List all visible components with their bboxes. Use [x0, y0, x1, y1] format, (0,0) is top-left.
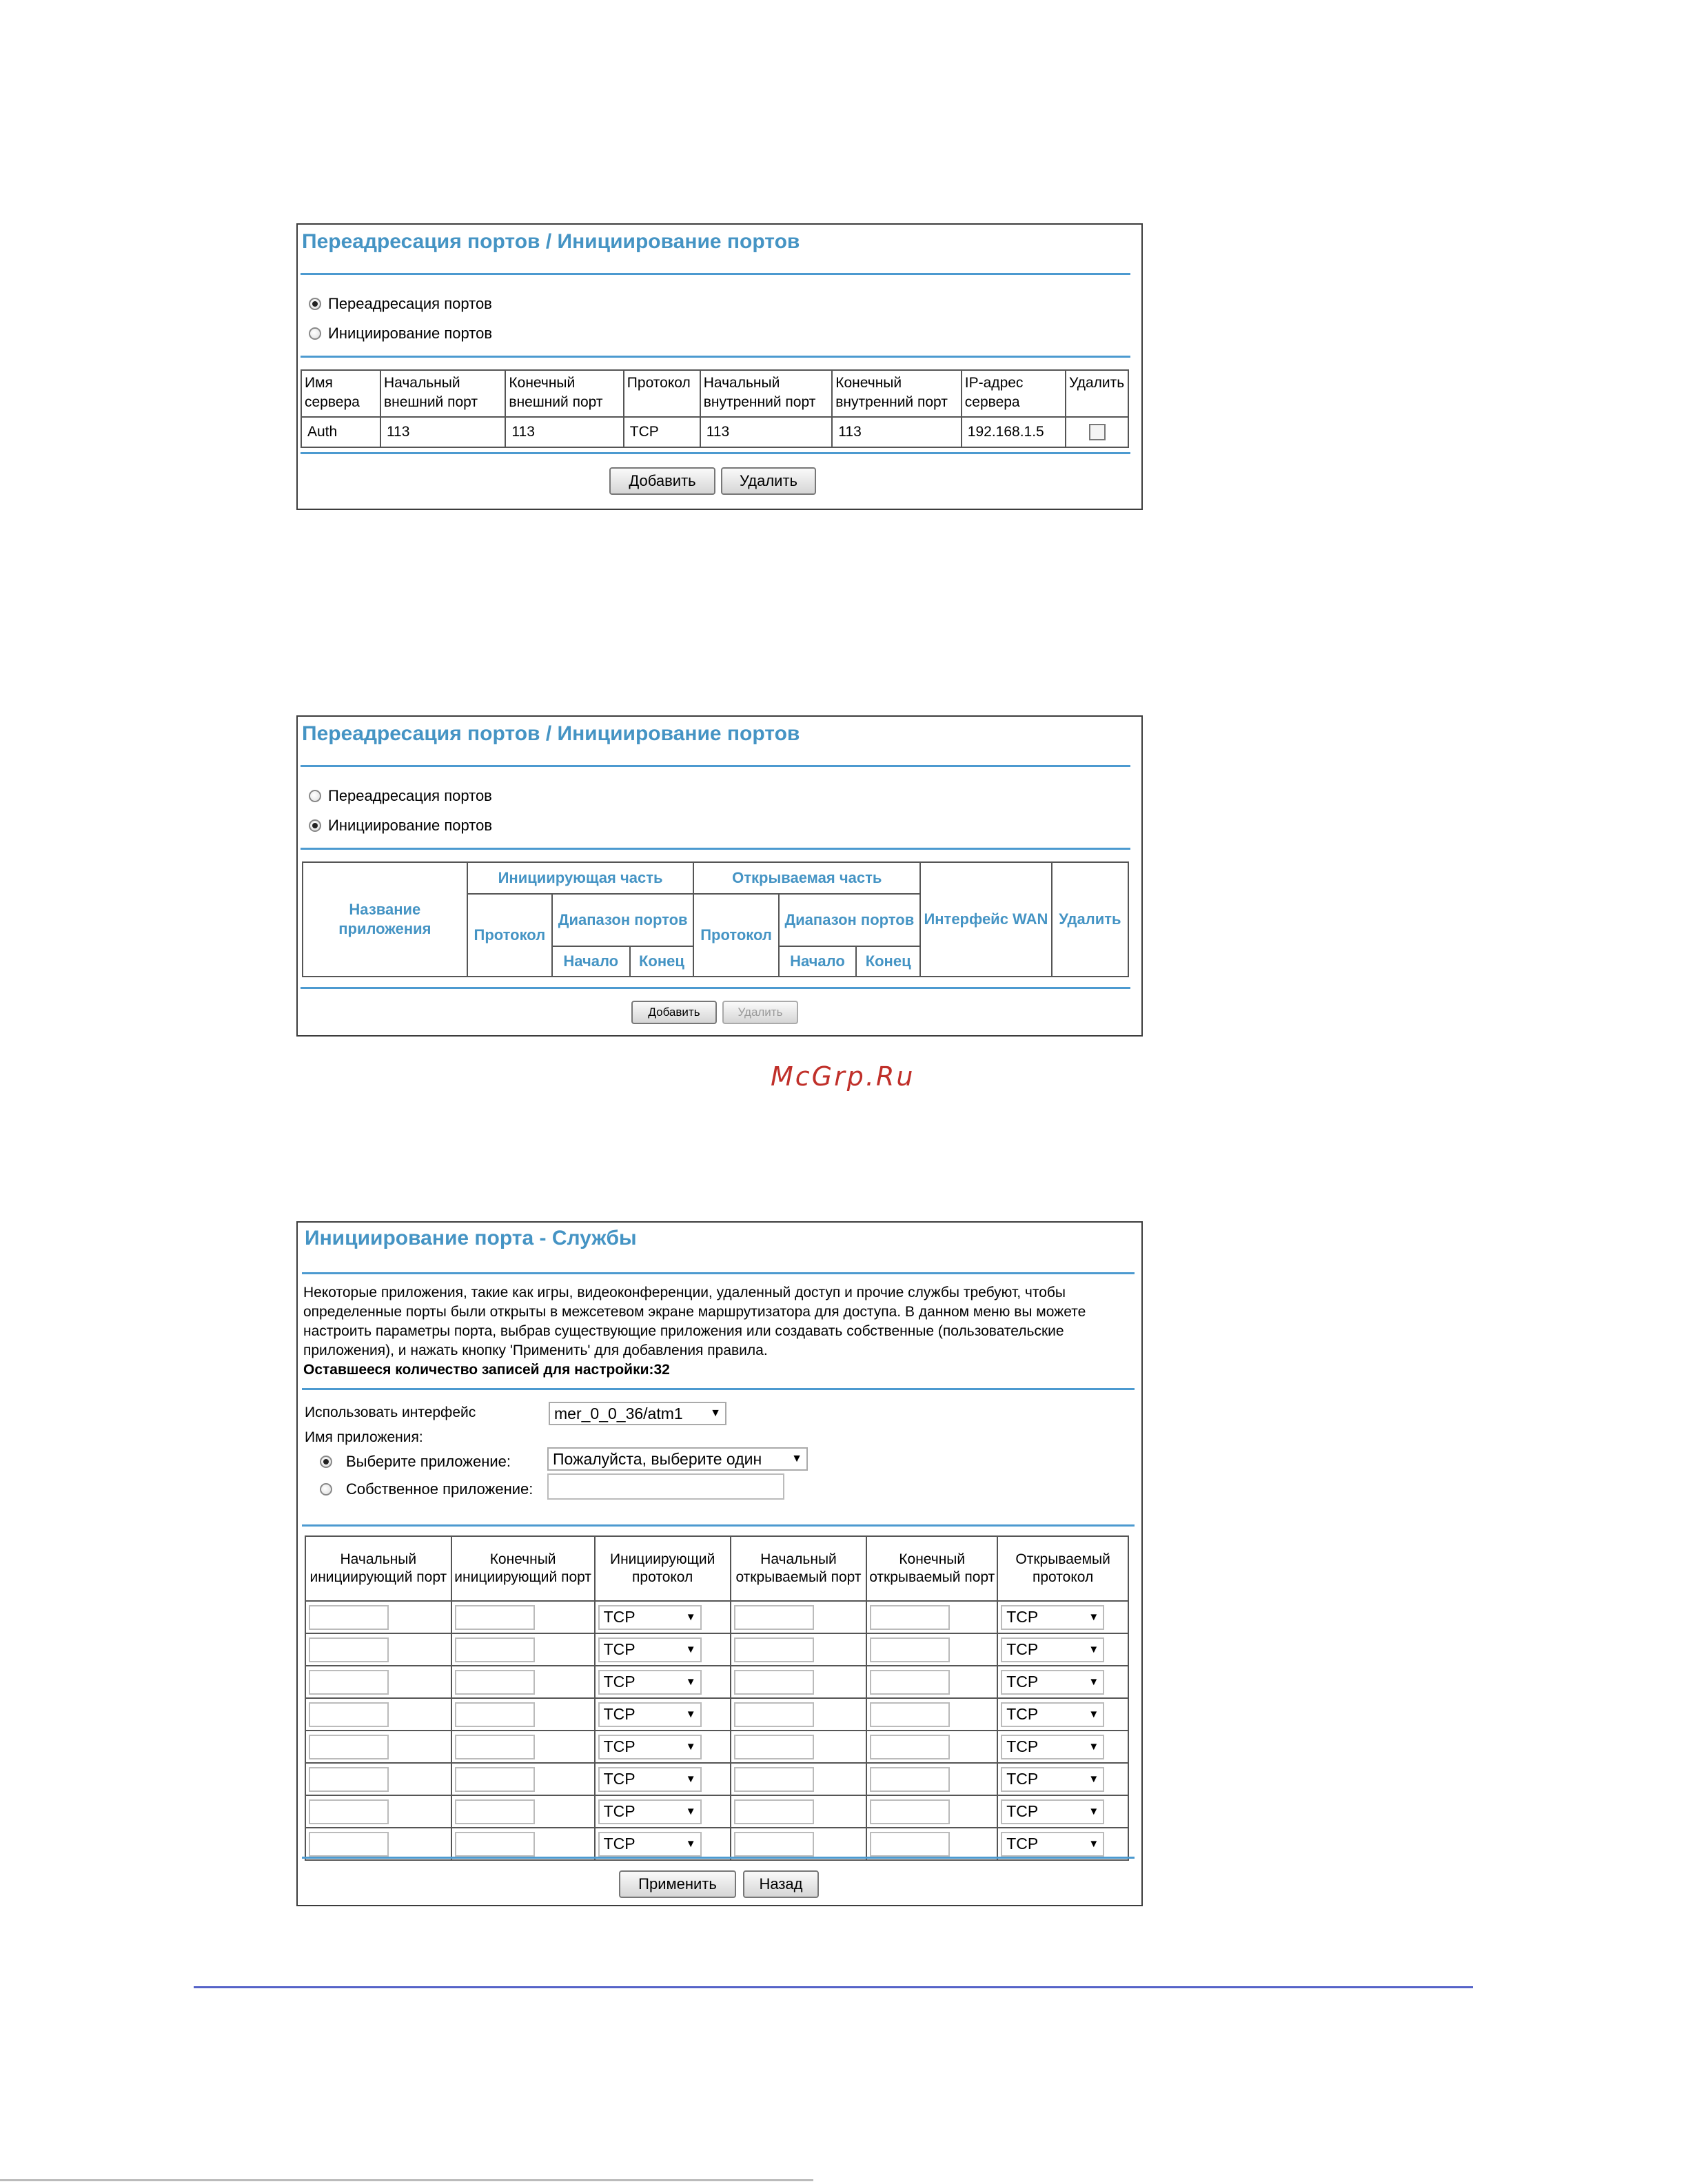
port-cell: [866, 1731, 997, 1763]
protocol-value: TCP: [1006, 1737, 1039, 1755]
divider: [301, 452, 1130, 454]
port-cell: [731, 1828, 866, 1860]
open-protocol-select[interactable]: [1001, 1702, 1104, 1727]
trigger-protocol-select[interactable]: [598, 1832, 702, 1857]
apply-button[interactable]: Применить: [619, 1870, 736, 1898]
table-row: [305, 1828, 1128, 1860]
interface-select[interactable]: [549, 1402, 726, 1425]
cell-protocol: TCP: [624, 417, 700, 447]
dropdown-arrow-icon: ▼: [1088, 1708, 1099, 1720]
table-row: [305, 1698, 1128, 1731]
open-end-port-input[interactable]: [870, 1605, 950, 1630]
trigger-end-port-input[interactable]: [455, 1702, 535, 1727]
protocol-value: TCP: [603, 1802, 635, 1820]
radio-button-icon[interactable]: [309, 327, 321, 340]
open-start-port-input[interactable]: [734, 1670, 814, 1695]
trigger-end-port-input[interactable]: [455, 1735, 535, 1759]
radio-label: Собственное приложение:: [346, 1480, 533, 1498]
cell-int-start: 113: [700, 417, 833, 447]
port-cell: [305, 1633, 451, 1666]
column-header: Начальный внешний порт: [380, 370, 505, 417]
delete-button[interactable]: Удалить: [721, 467, 816, 495]
header-end: Конец: [630, 946, 694, 977]
trigger-end-port-input[interactable]: [455, 1637, 535, 1662]
protocol-value: TCP: [603, 1705, 635, 1723]
port-forwarding-panel: [296, 223, 1143, 510]
trigger-end-port-input[interactable]: [455, 1767, 535, 1792]
back-button[interactable]: Назад: [743, 1870, 819, 1898]
open-protocol-select[interactable]: [1001, 1832, 1104, 1857]
divider: [302, 1524, 1135, 1527]
description: [303, 1283, 1117, 1380]
trigger-protocol-select[interactable]: [598, 1799, 702, 1824]
column-header: Начальный открываемый порт: [731, 1536, 866, 1601]
protocol-cell: [997, 1828, 1128, 1860]
trigger-start-port-input[interactable]: [309, 1670, 389, 1695]
divider: [302, 1272, 1135, 1274]
table-header-row: [303, 862, 1128, 894]
trigger-start-port-input[interactable]: [309, 1735, 389, 1759]
radio-label: Переадресация портов: [328, 295, 492, 312]
port-cell: [866, 1666, 997, 1698]
radio-label: Выберите приложение:: [346, 1453, 511, 1470]
watermark-text: McGrp.Ru: [771, 1061, 915, 1092]
open-end-port-input[interactable]: [870, 1637, 950, 1662]
open-start-port-input[interactable]: [734, 1702, 814, 1727]
header-range: Диапазон портов: [779, 894, 920, 946]
port-cell: [305, 1601, 451, 1633]
dropdown-arrow-icon: ▼: [685, 1838, 696, 1850]
header-start: Начало: [779, 946, 857, 977]
protocol-cell: [997, 1795, 1128, 1828]
divider: [302, 1388, 1135, 1390]
table-row: [305, 1763, 1128, 1795]
trigger-protocol-select[interactable]: [598, 1637, 702, 1662]
trigger-start-port-input[interactable]: [309, 1637, 389, 1662]
header-delete: Удалить: [1052, 862, 1128, 977]
remaining-count: Оставшееся количество записей для настройки:32: [303, 1362, 670, 1378]
port-cell: [305, 1666, 451, 1698]
open-start-port-input[interactable]: [734, 1799, 814, 1824]
ports-table-body: [305, 1601, 1128, 1860]
open-end-port-input[interactable]: [870, 1832, 950, 1857]
open-end-port-input[interactable]: [870, 1670, 950, 1695]
protocol-value: TCP: [1006, 1640, 1039, 1658]
app-select[interactable]: [547, 1447, 808, 1471]
open-protocol-select[interactable]: [1001, 1605, 1104, 1630]
port-cell: [451, 1731, 595, 1763]
column-header: Начальный инициирующий порт: [305, 1536, 451, 1601]
protocol-cell: [595, 1828, 731, 1860]
protocol-cell: [595, 1698, 731, 1731]
trigger-start-port-input[interactable]: [309, 1702, 389, 1727]
cell-ext-start: 113: [380, 417, 505, 447]
divider: [301, 765, 1130, 767]
port-cell: [305, 1731, 451, 1763]
open-start-port-input[interactable]: [734, 1637, 814, 1662]
panel-title: Переадресация портов / Инициирование портов: [302, 722, 800, 745]
open-protocol-select[interactable]: [1001, 1670, 1104, 1695]
dropdown-arrow-icon: ▼: [685, 1611, 696, 1623]
protocol-cell: [997, 1763, 1128, 1795]
protocol-value: TCP: [1006, 1705, 1039, 1723]
protocol-cell: [997, 1731, 1128, 1763]
header-wan: Интерфейс WAN: [920, 862, 1052, 977]
trigger-start-port-input[interactable]: [309, 1832, 389, 1857]
protocol-cell: [595, 1666, 731, 1698]
header-range: Диапазон портов: [552, 894, 693, 946]
protocol-cell: [997, 1698, 1128, 1731]
port-cell: [305, 1698, 451, 1731]
table-header-row: [301, 370, 1128, 417]
add-button[interactable]: Добавить: [609, 467, 715, 495]
header-open-part: Открываемая часть: [693, 862, 920, 894]
open-protocol-select[interactable]: [1001, 1799, 1104, 1824]
delete-button[interactable]: Удалить: [722, 1001, 798, 1024]
protocol-cell: [595, 1633, 731, 1666]
divider: [301, 987, 1130, 989]
protocol-value: TCP: [603, 1835, 635, 1853]
dropdown-arrow-icon: ▼: [710, 1407, 721, 1419]
trigger-end-port-input[interactable]: [455, 1670, 535, 1695]
trigger-protocol-select[interactable]: [598, 1735, 702, 1759]
open-start-port-input[interactable]: [734, 1605, 814, 1630]
open-protocol-select[interactable]: [1001, 1637, 1104, 1662]
trigger-protocol-select[interactable]: [598, 1670, 702, 1695]
dropdown-arrow-icon: ▼: [685, 1741, 696, 1753]
table-row: [305, 1601, 1128, 1633]
trigger-start-port-input[interactable]: [309, 1605, 389, 1630]
trigger-end-port-input[interactable]: [455, 1605, 535, 1630]
port-cell: [731, 1731, 866, 1763]
table-row: [305, 1666, 1128, 1698]
add-button[interactable]: Добавить: [631, 1001, 717, 1024]
radio-button-icon[interactable]: [309, 298, 321, 310]
protocol-value: TCP: [603, 1640, 635, 1658]
dropdown-arrow-icon: ▼: [685, 1806, 696, 1817]
dropdown-arrow-icon: ▼: [791, 1453, 802, 1464]
dropdown-arrow-icon: ▼: [1088, 1838, 1099, 1850]
port-cell: [866, 1763, 997, 1795]
divider: [301, 273, 1130, 275]
port-cell: [866, 1601, 997, 1633]
trigger-protocol-select[interactable]: [598, 1767, 702, 1792]
dropdown-arrow-icon: ▼: [1088, 1741, 1099, 1753]
port-cell: [451, 1666, 595, 1698]
protocol-value: TCP: [603, 1770, 635, 1788]
column-header: Удалить: [1066, 370, 1128, 417]
divider: [301, 356, 1130, 358]
panel-title: Переадресация портов / Инициирование портов: [302, 230, 800, 253]
column-header: Открываемый протокол: [997, 1536, 1128, 1601]
radio-label: Переадресация портов: [328, 787, 492, 804]
column-header: Конечный внешний порт: [505, 370, 623, 417]
open-end-port-input[interactable]: [870, 1767, 950, 1792]
ports-table: [305, 1535, 1129, 1861]
dropdown-arrow-icon: ▼: [1088, 1806, 1099, 1817]
dropdown-arrow-icon: ▼: [685, 1676, 696, 1688]
column-header: Конечный инициирующий порт: [451, 1536, 595, 1601]
port-cell: [451, 1633, 595, 1666]
radio-button-icon[interactable]: [320, 1456, 332, 1468]
radio-custom-app[interactable]: [320, 1480, 533, 1498]
footer-divider: [194, 1986, 1473, 1988]
protocol-value: TCP: [1006, 1673, 1039, 1691]
port-cell: [305, 1795, 451, 1828]
dropdown-arrow-icon: ▼: [685, 1708, 696, 1720]
port-cell: [866, 1698, 997, 1731]
protocol-cell: [595, 1795, 731, 1828]
delete-checkbox[interactable]: [1089, 424, 1106, 440]
column-header: Протокол: [624, 370, 700, 417]
protocol-cell: [595, 1731, 731, 1763]
header-protocol: Протокол: [693, 894, 778, 977]
open-end-port-input[interactable]: [870, 1735, 950, 1759]
port-cell: [305, 1763, 451, 1795]
dropdown-arrow-icon: ▼: [685, 1644, 696, 1655]
port-cell: [731, 1763, 866, 1795]
table-row: [305, 1633, 1128, 1666]
port-cell: [305, 1828, 451, 1860]
protocol-value: TCP: [1006, 1770, 1039, 1788]
protocol-cell: [595, 1601, 731, 1633]
protocol-value: TCP: [603, 1673, 635, 1691]
open-start-port-input[interactable]: [734, 1735, 814, 1759]
cell-delete: [1066, 417, 1128, 447]
column-header: Начальный внутренний порт: [700, 370, 833, 417]
open-start-port-input[interactable]: [734, 1832, 814, 1857]
panel-title: Инициирование порта - Службы: [305, 1227, 637, 1249]
trigger-protocol-select[interactable]: [598, 1605, 702, 1630]
header-start: Начало: [552, 946, 630, 977]
port-cell: [731, 1795, 866, 1828]
port-cell: [451, 1828, 595, 1860]
open-end-port-input[interactable]: [870, 1702, 950, 1727]
protocol-cell: [997, 1666, 1128, 1698]
table-header-row: [305, 1536, 1128, 1601]
column-header: Инициирующий протокол: [595, 1536, 731, 1601]
radio-button-icon[interactable]: [309, 819, 321, 832]
page-edge-line: [0, 2179, 813, 2181]
trigger-start-port-input[interactable]: [309, 1767, 389, 1792]
app-select-value: Пожалуйста, выберите один: [553, 1450, 762, 1468]
port-cell: [731, 1698, 866, 1731]
forwarding-table: [301, 369, 1129, 448]
dropdown-arrow-icon: ▼: [1088, 1773, 1099, 1785]
column-header: Конечный открываемый порт: [866, 1536, 997, 1601]
table-row: [305, 1731, 1128, 1763]
dropdown-arrow-icon: ▼: [1088, 1676, 1099, 1688]
protocol-value: TCP: [603, 1608, 635, 1626]
radio-triggering[interactable]: [309, 325, 492, 343]
port-cell: [451, 1698, 595, 1731]
column-header: IP-адрес сервера: [962, 370, 1066, 417]
port-cell: [866, 1795, 997, 1828]
port-cell: [451, 1795, 595, 1828]
interface-label: Использовать интерфейс: [305, 1405, 476, 1420]
cell-int-end: 113: [832, 417, 962, 447]
radio-forwarding[interactable]: [309, 295, 492, 313]
table-row: [305, 1795, 1128, 1828]
open-start-port-input[interactable]: [734, 1767, 814, 1792]
radio-button-icon[interactable]: [320, 1483, 332, 1496]
trigger-protocol-select[interactable]: [598, 1702, 702, 1727]
protocol-cell: [997, 1601, 1128, 1633]
port-cell: [866, 1828, 997, 1860]
port-triggering-panel: [296, 715, 1143, 1037]
triggering-table: [302, 861, 1129, 977]
header-protocol: Протокол: [467, 894, 552, 977]
dropdown-arrow-icon: ▼: [1088, 1611, 1099, 1623]
protocol-value: TCP: [1006, 1608, 1039, 1626]
open-end-port-input[interactable]: [870, 1799, 950, 1824]
port-cell: [866, 1633, 997, 1666]
dropdown-arrow-icon: ▼: [1088, 1644, 1099, 1655]
port-cell: [451, 1763, 595, 1795]
header-end: Конец: [856, 946, 920, 977]
cell-ext-end: 113: [505, 417, 623, 447]
port-cell: [451, 1601, 595, 1633]
header-app-name: Название приложения: [303, 862, 467, 977]
protocol-value: TCP: [603, 1737, 635, 1755]
column-header: Конечный внутренний порт: [832, 370, 962, 417]
open-protocol-select[interactable]: [1001, 1735, 1104, 1759]
description-text: Некоторые приложения, такие как игры, видеоконференции, удаленный доступ и прочие службы требуют, чтобы определенные порты были открыты в межсетевом экране маршрутизатора для доступа. В данном меню вы можете настроить параметры порта, выбрав существующие приложения или создавать собственные (пользовательские приложения), и нажать кнопку 'Применить' для добавления правила.: [303, 1285, 1086, 1358]
protocol-cell: [997, 1633, 1128, 1666]
port-cell: [731, 1601, 866, 1633]
table-row: [301, 417, 1128, 447]
divider: [302, 1857, 1135, 1859]
radio-label: Инициирование портов: [328, 325, 493, 342]
radio-button-icon[interactable]: [309, 790, 321, 802]
trigger-services-panel: [296, 1221, 1143, 1906]
trigger-end-port-input[interactable]: [455, 1832, 535, 1857]
protocol-cell: [595, 1763, 731, 1795]
radio-select-app[interactable]: [320, 1453, 511, 1471]
custom-app-input[interactable]: [547, 1473, 784, 1500]
radio-forwarding[interactable]: [309, 787, 492, 805]
app-name-label: Имя приложения:: [305, 1429, 423, 1445]
divider: [301, 848, 1130, 850]
radio-triggering[interactable]: [309, 817, 492, 835]
port-cell: [731, 1633, 866, 1666]
dropdown-arrow-icon: ▼: [685, 1773, 696, 1785]
protocol-value: TCP: [1006, 1835, 1039, 1853]
interface-value: mer_0_0_36/atm1: [554, 1405, 683, 1422]
open-protocol-select[interactable]: [1001, 1767, 1104, 1792]
header-trigger-part: Инициирующая часть: [467, 862, 694, 894]
cell-server: Auth: [301, 417, 380, 447]
cell-ip: 192.168.1.5: [962, 417, 1066, 447]
radio-label: Инициирование портов: [328, 817, 493, 834]
trigger-end-port-input[interactable]: [455, 1799, 535, 1824]
column-header: Имя сервера: [301, 370, 380, 417]
trigger-start-port-input[interactable]: [309, 1799, 389, 1824]
protocol-value: TCP: [1006, 1802, 1039, 1820]
port-cell: [731, 1666, 866, 1698]
